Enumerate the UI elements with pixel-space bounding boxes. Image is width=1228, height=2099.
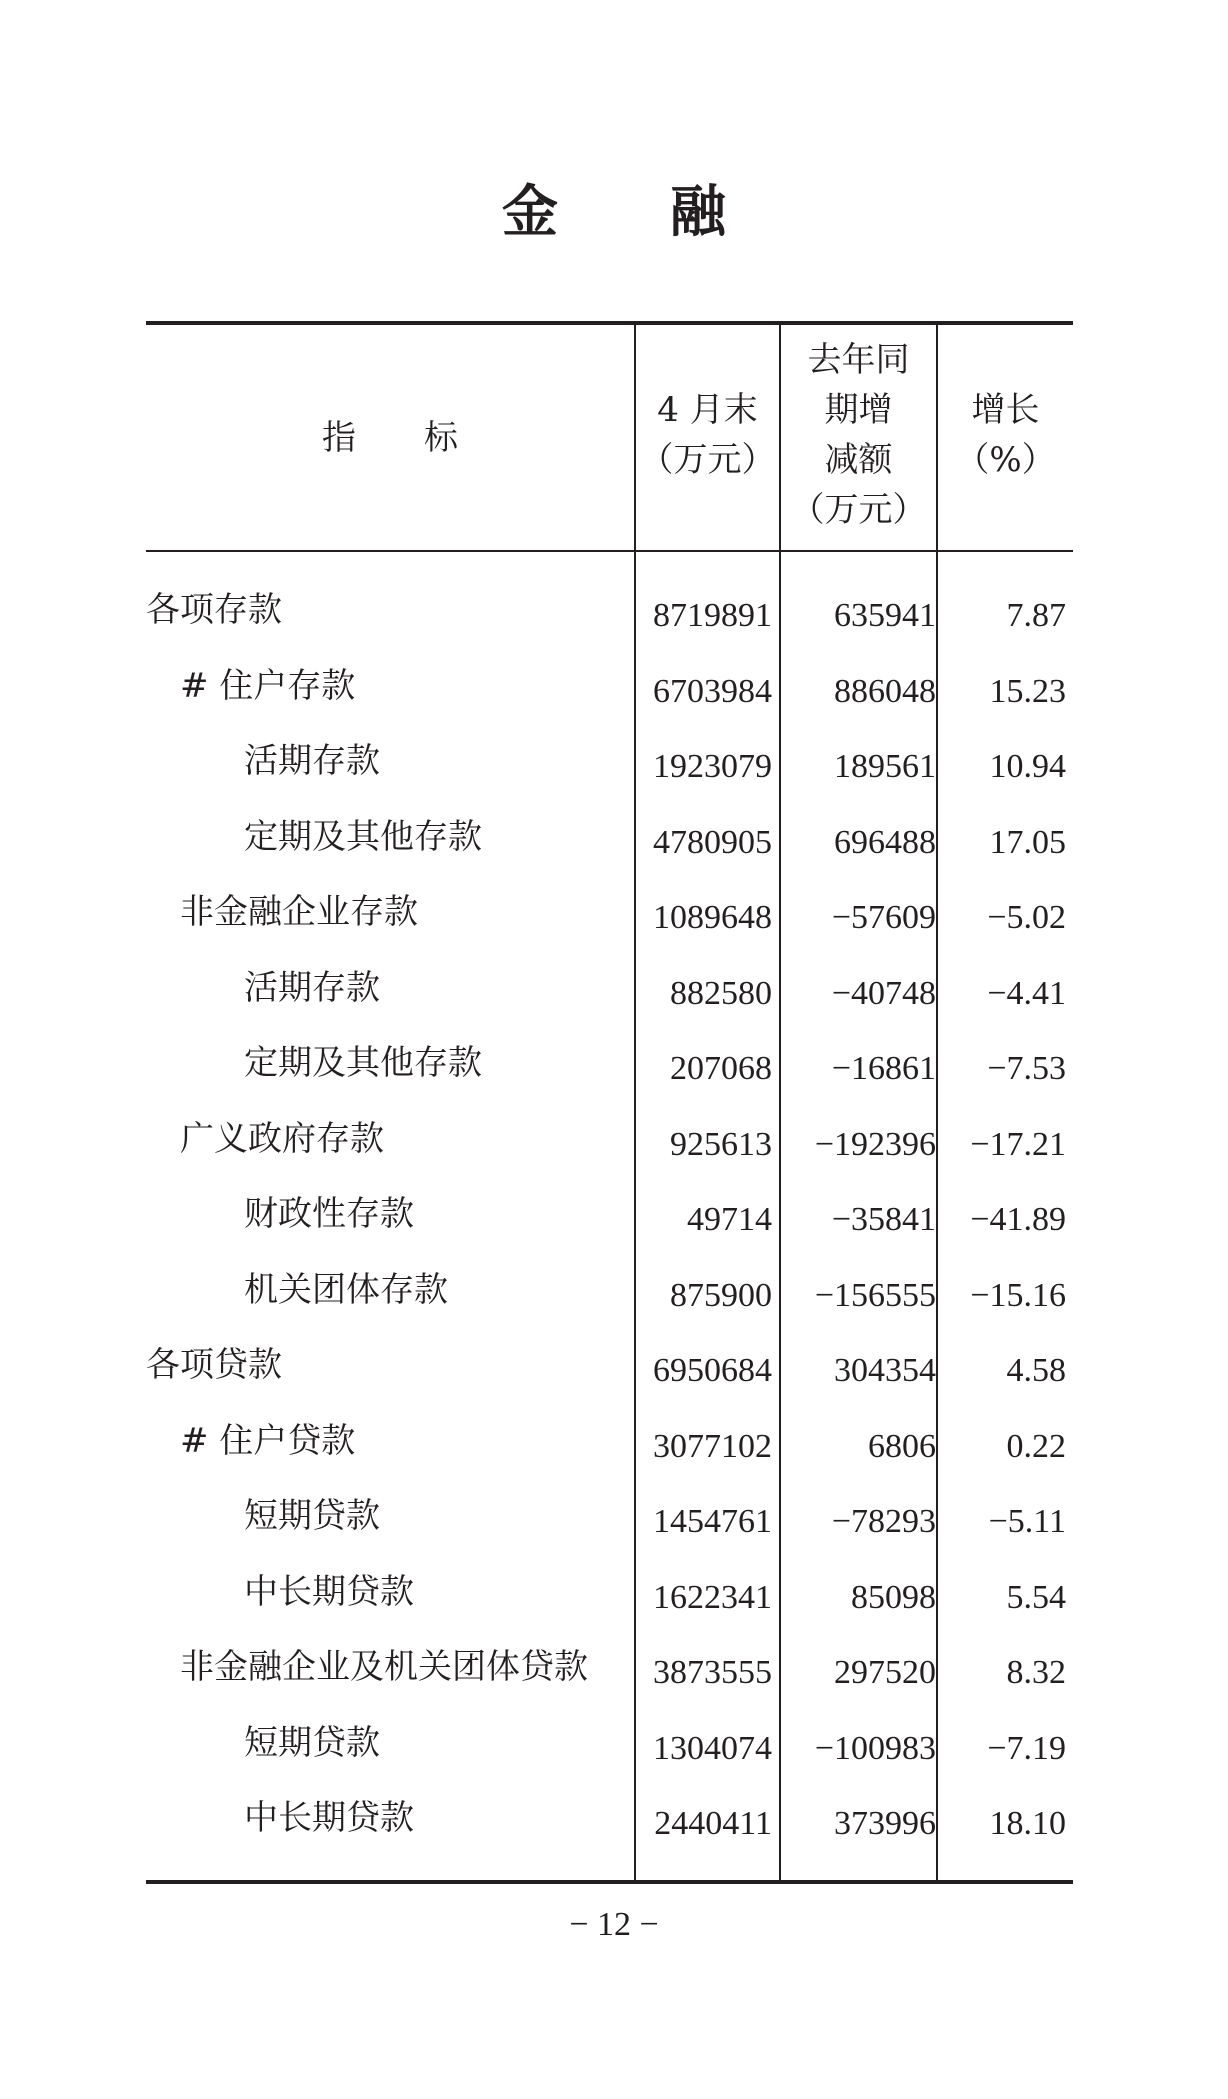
row-value-yoy-change: 189561 (834, 748, 936, 785)
row-label: 非金融企业存款 (180, 892, 418, 932)
row-value-april-end: 6950684 (653, 1352, 772, 1389)
table-row (0, 1642, 1228, 1717)
table-row (0, 1491, 1228, 1566)
row-value-growth: −17.21 (970, 1125, 1066, 1163)
header-growth (938, 385, 1073, 485)
row-value-april-end: 3077102 (653, 1427, 772, 1465)
header-yoy-change (781, 335, 936, 535)
table-row (0, 1718, 1228, 1793)
page-title-char-2: 融 (670, 180, 726, 245)
table-row (0, 1189, 1228, 1264)
header-indicator-char-2: 标 (424, 418, 458, 458)
table-header-rule (146, 550, 1073, 552)
row-value-growth: 4.58 (1006, 1352, 1066, 1389)
row-value-growth: −7.53 (987, 1050, 1066, 1087)
row-value-yoy-change: −100983 (814, 1729, 936, 1767)
row-value-april-end: 1089648 (653, 899, 772, 936)
row-value-growth: 0.22 (1006, 1427, 1066, 1465)
table-row (0, 736, 1228, 811)
header-indicator (146, 413, 634, 463)
page-number: − 12 − (569, 1906, 659, 1943)
row-value-april-end: 3873555 (653, 1654, 772, 1691)
row-value-growth: −15.16 (970, 1276, 1066, 1314)
row-label: 中长期贷款 (244, 1571, 414, 1612)
row-value-yoy-change: −40748 (831, 974, 936, 1012)
header-line: 期增 (824, 390, 893, 430)
row-value-april-end: 875900 (670, 1276, 772, 1314)
row-value-growth: 7.87 (1006, 597, 1066, 634)
table-row (0, 1567, 1228, 1642)
row-label: 短期贷款 (244, 1496, 380, 1536)
header-line: 去年同 (807, 340, 910, 380)
table-row (0, 887, 1228, 962)
row-label: # 住户存款 (180, 665, 356, 706)
header-april-end (636, 385, 779, 485)
row-label: 各项存款 (146, 590, 282, 630)
row-label: 广义政府存款 (180, 1118, 384, 1159)
row-label: 各项贷款 (146, 1345, 282, 1385)
row-value-growth: 15.23 (989, 672, 1066, 710)
row-label: 活期存款 (244, 967, 380, 1008)
row-value-yoy-change: 297520 (834, 1654, 936, 1691)
row-value-growth: 5.54 (1006, 1578, 1066, 1616)
row-value-april-end: 925613 (670, 1125, 772, 1163)
header-indicator-char-1: 指 (322, 418, 356, 458)
table-row (0, 1340, 1228, 1415)
row-value-yoy-change: −156555 (814, 1276, 936, 1314)
row-value-yoy-change: −16861 (831, 1050, 936, 1087)
row-value-april-end: 882580 (670, 974, 772, 1012)
row-value-april-end: 1622341 (653, 1578, 772, 1616)
row-value-yoy-change: −78293 (831, 1503, 936, 1540)
table-row (0, 963, 1228, 1038)
row-value-yoy-change: −57609 (831, 899, 936, 936)
row-value-april-end: 4780905 (653, 823, 772, 861)
row-value-yoy-change: −192396 (814, 1125, 936, 1163)
row-value-growth: 17.05 (989, 823, 1066, 861)
row-value-april-end: 49714 (687, 1201, 772, 1238)
row-value-yoy-change: 635941 (834, 597, 936, 634)
table-row (0, 661, 1228, 736)
row-label: # 住户贷款 (180, 1420, 356, 1461)
row-label: 机关团体存款 (244, 1269, 448, 1310)
row-value-growth: 18.10 (989, 1805, 1066, 1842)
row-value-yoy-change: 6806 (868, 1427, 936, 1465)
row-value-growth: −5.11 (988, 1503, 1066, 1540)
header-line: 增长 (971, 390, 1040, 430)
table-row (0, 812, 1228, 887)
table-row (0, 1416, 1228, 1491)
table-row (0, 1265, 1228, 1340)
table-row (0, 1114, 1228, 1189)
row-value-growth: 10.94 (989, 748, 1066, 785)
row-value-yoy-change: 85098 (851, 1578, 936, 1616)
header-line: （万元） (790, 490, 927, 530)
row-value-april-end: 207068 (670, 1050, 772, 1087)
header-line: （万元） (639, 440, 776, 480)
table-top-rule (146, 321, 1073, 325)
row-label: 短期贷款 (244, 1722, 380, 1763)
row-value-yoy-change: 696488 (834, 823, 936, 861)
header-line: 4 月末 (657, 390, 758, 430)
row-value-april-end: 2440411 (654, 1805, 772, 1842)
row-value-yoy-change: 886048 (834, 672, 936, 710)
page-title-char-1: 金 (502, 180, 558, 245)
row-value-april-end: 6703984 (653, 672, 772, 710)
header-line: （%） (955, 440, 1056, 480)
row-value-april-end: 1454761 (653, 1503, 772, 1540)
page-title (0, 168, 1228, 248)
row-label: 中长期贷款 (244, 1798, 414, 1838)
header-line: 减额 (824, 440, 893, 480)
row-label: 财政性存款 (244, 1194, 414, 1234)
table-row (0, 1038, 1228, 1113)
row-label: 定期及其他存款 (244, 816, 482, 857)
row-value-yoy-change: 304354 (834, 1352, 936, 1389)
row-value-april-end: 8719891 (653, 597, 772, 634)
row-value-april-end: 1304074 (653, 1729, 772, 1767)
row-label: 定期及其他存款 (244, 1043, 482, 1083)
row-value-growth: 8.32 (1006, 1654, 1066, 1691)
row-value-growth: −7.19 (987, 1729, 1066, 1767)
table-row (0, 1793, 1228, 1868)
table-bottom-rule (146, 1880, 1073, 1884)
row-value-growth: −4.41 (987, 974, 1066, 1012)
table-row (0, 585, 1228, 660)
row-value-yoy-change: 373996 (834, 1805, 936, 1842)
row-value-growth: −41.89 (970, 1201, 1066, 1238)
row-value-yoy-change: −35841 (831, 1201, 936, 1238)
row-value-april-end: 1923079 (653, 748, 772, 785)
row-value-growth: −5.02 (987, 899, 1066, 936)
row-label: 活期存款 (244, 741, 380, 781)
row-label: 非金融企业及机关团体贷款 (180, 1647, 588, 1687)
